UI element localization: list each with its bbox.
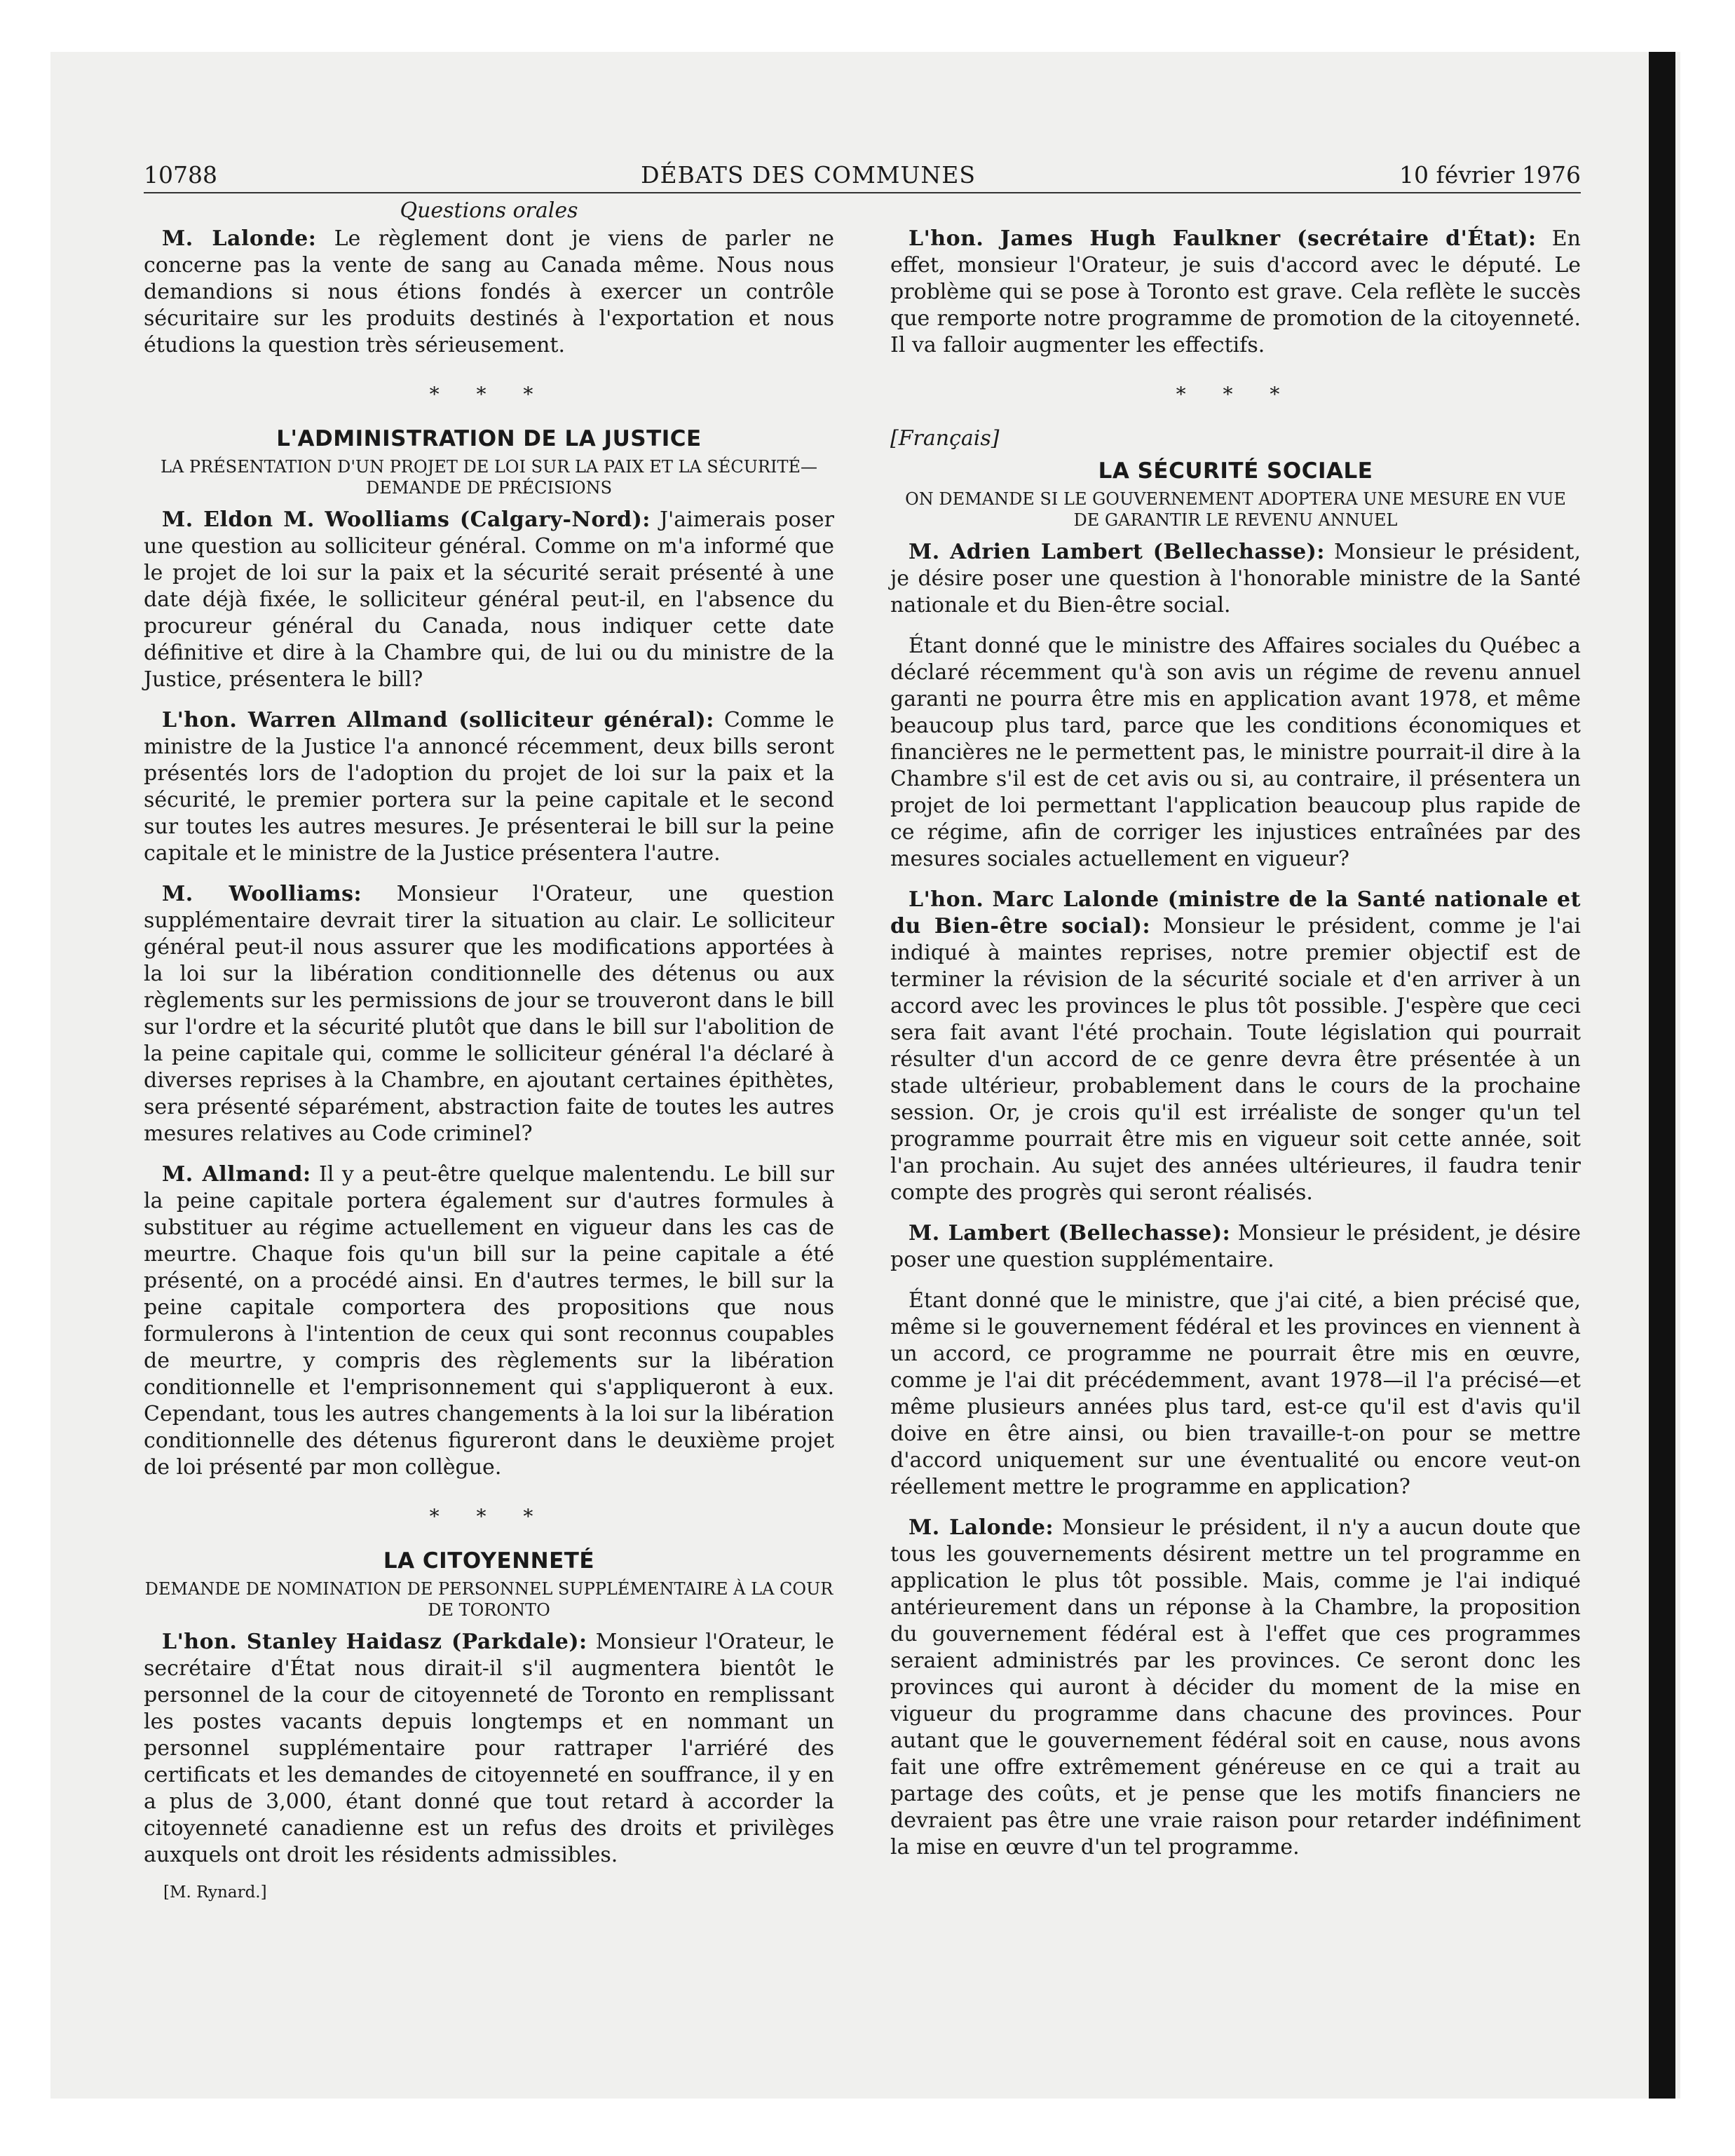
language-tag: [Français] <box>890 426 1000 451</box>
speech-text: Monsieur l'Orateur, le secrétaire d'État nous dirait-il s'il augmentera bientôt le personnel de la cour de citoyenneté de Toronto en remplissant les postes vacants depuis longtemps et en nommant un personnel supplémentaire pour rattraper l'arriéré des certificats et les demandes de citoyenneté en souffrance, il y en a plus de 3,000, étant donné que tout retard à accorder la citoyenneté canadienne est un refus des droits et privilèges auxquels ont droit les résidents admissibles. <box>144 1630 835 1867</box>
speaker-name: M. Allmand: <box>162 1162 311 1187</box>
paragraph <box>890 633 1581 873</box>
section-divider: * * * <box>429 1505 549 1528</box>
section-subtitle: LA PRÉSENTATION D'UN PROJET DE LOI SUR LA PAIX ET LA SÉCURITÉ—DEMANDE DE PRÉCISIONS <box>160 457 817 498</box>
speech-text: Étant donné que le ministre des Affaires sociales du Québec a déclaré récemment qu'à son avis un régime de revenu annuel garanti ne pourra être mis en application avant 1978, et même beaucoup plus tard, parce que les conditions économiques et financières ne le permettent pas, le ministre pourrait-il dire à la Chambre s'il est de cet avis ou si, au contraire, il présentera un projet de loi permettant l'application beaucoup plus rapide de ce régime, afin de corriger les injustices entraînées par des mesures sociales actuellement en vigueur? <box>890 634 1581 871</box>
right-column <box>890 198 1581 1902</box>
section-divider: * * * <box>1176 383 1295 406</box>
left-column <box>144 198 834 1902</box>
speech-text: J'aimerais poser une question au solliciteur général. Comme on m'a informé que le projet de loi sur la paix et la sécurité serait présenté à une date déjà fixée, le solliciteur général peut-il, en l'absence du procureur général du Canada, nous indiquer cette date définitive et dire à la Chambre qui, de lui ou du ministre de la Justice, présentera le bill? <box>144 507 834 692</box>
section-subtitle: ON DEMANDE SI LE GOUVERNEMENT ADOPTERA UNE MESURE EN VUE DE GARANTIR LE REVENU ANNUEL <box>905 489 1566 530</box>
speech-text: Monsieur le président, il n'y a aucun doute que tous les gouvernements désirent mettre un tel programme en application le plus tôt possible. Mais, comme je l'ai indiqué antérieurement dans un réponse à la Chambre, la proposition du gouvernement fédéral est à l'effet que ces programmes seraient administrés par les provinces. Ce seront donc les provinces qui auront à décider du moment de la mise en vigueur du programme dans chacune des provinces. Pour autant que le gouvernement fédéral soit en cause, nous avons fait une offre extrêmement généreuse en ce qui a trait au partage des coûts, et je pense que les motifs financiers ne devraient pas être une vraie raison pour retarder indéfiniment la mise en œuvre d'un tel programme. <box>890 1515 1581 1860</box>
running-head: Questions orales <box>400 198 578 223</box>
section-title: LA SÉCURITÉ SOCIALE <box>1098 458 1373 484</box>
speech-text: Monsieur le président, comme je l'ai indiqué à maintes reprises, notre premier objectif est de terminer la révision de la sécurité sociale et d'en arriver à un accord avec les provinces le plus tôt possible. J'espère que ceci sera fait avant l'été prochain. Toute législation qui pourrait résulter d'un accord de ce genre devra être présentée à un stade ultérieur, probablement dans le cours de la prochaine session. Or, je crois qu'il est irréaliste de songer qu'un tel programme pourrait être mis en vigueur soit cette année, soit l'an prochain. Au sujet des années ultérieures, il faudra tenir compte des progrès qui seront réalisés. <box>890 914 1581 1205</box>
section-divider: * * * <box>429 383 549 406</box>
page-date: 10 février 1976 <box>1399 161 1581 189</box>
two-column-body <box>144 198 1581 1902</box>
paragraph <box>890 887 1581 1206</box>
paragraph <box>144 881 834 1147</box>
speaker-name: L'hon. Warren Allmand (solliciteur général): <box>162 708 714 732</box>
paragraph <box>144 226 834 359</box>
speaker-name: L'hon. Stanley Haidasz (Parkdale): <box>162 1630 587 1654</box>
speech-text: Le règlement dont je viens de parler ne concerne pas la vente de sang au Canada même. Nous nous demandions si nous étions fondés à exercer un contrôle sécuritaire sur les produits destinés à l'exportation et nous étudions la question très sérieusement. <box>144 226 834 357</box>
publication-title: DÉBATS DES COMMUNES <box>641 161 976 189</box>
speech-text: Monsieur le président, je désire poser une question à l'honorable ministre de la Santé nationale et du Bien-être social. <box>890 540 1581 618</box>
speaker-name: M. Lalonde: <box>909 1515 1054 1540</box>
speaker-name: M. Lalonde: <box>162 226 317 251</box>
speaker-name: M. Adrien Lambert (Bellechasse): <box>909 540 1325 564</box>
scan-edge-bar <box>1649 52 1675 2099</box>
paragraph <box>890 539 1581 619</box>
hansard-page <box>144 161 1581 1902</box>
speech-text: Étant donné que le ministre, que j'ai cité, a bien précisé que, même si le gouvernement fédéral et les provinces en viennent à un accord, ce programme ne pourrait être mis en œuvre, comme je l'ai dit précédemment, avant 1978—il l'a précisé—et même plusieurs années plus tard, est-ce qu'il est d'avis qu'il doive en être ainsi, ou bien travaille-t-on pour se mettre d'accord uniquement sur une éventualité ou encore veut-on réellement mettre le programme en application? <box>890 1288 1581 1499</box>
speaker-name: L'hon. Marc Lalonde (ministre de la Santé nationale et du Bien-être social): <box>890 887 1581 939</box>
paragraph <box>144 1629 834 1869</box>
paragraph <box>144 507 834 693</box>
paragraph <box>890 1220 1581 1274</box>
speech-text: Comme le ministre de la Justice l'a annoncé récemment, deux bills seront présentés lors de l'adoption du projet de loi sur la paix et la sécurité, le premier portera sur la peine capitale et le second sur toutes les autres mesures. Je présenterai le bill sur la peine capitale et le ministre de la Justice présentera l'autre. <box>144 708 834 866</box>
speaker-name: M. Lambert (Bellechasse): <box>909 1221 1231 1246</box>
page-header <box>144 161 1581 193</box>
speech-text: Monsieur le président, je désire poser une question supplémentaire. <box>890 1221 1581 1272</box>
speaker-name: L'hon. James Hugh Faulkner (secrétaire d'État): <box>909 226 1537 251</box>
page-footnote: [M. Rynard.] <box>163 1883 267 1902</box>
paragraph <box>144 1161 834 1481</box>
paragraph <box>890 1515 1581 1861</box>
speech-text: En effet, monsieur l'Orateur, je suis d'accord avec le député. Le problème qui se pose à Toronto est grave. Cela reflète le succès que remporte notre programme de promotion de la citoyenneté. Il va falloir augmenter les effectifs. <box>890 226 1581 357</box>
page-number: 10788 <box>144 161 217 189</box>
speaker-name: M. Woolliams: <box>162 882 362 906</box>
paragraph <box>890 226 1581 359</box>
speech-text: Il y a peut-être quelque malentendu. Le bill sur la peine capitale portera également sur d'autres formules à substituer au régime actuellement en vigueur dans les cas de meurtre. Chaque fois qu'un bill sur la peine capitale a été présenté, on a procédé ainsi. En d'autres termes, le bill sur la peine capitale comportera des propositions que nous formulerons à l'intention de ceux qui sont reconnus coupables de meurtre, y compris des règlements sur la libération conditionnelle et l'emprisonnement qui s'appliqueront à eux. Cependant, tous les autres changements à la loi sur la libération conditionnelle des détenus figureront dans le deuxième projet de loi présenté par mon collègue. <box>144 1162 834 1480</box>
paragraph <box>890 1288 1581 1501</box>
section-title: LA CITOYENNETÉ <box>383 1548 595 1574</box>
speech-text: Monsieur l'Orateur, une question supplémentaire devrait tirer la situation au clair. Le solliciteur général peut-il nous assurer que les modifications apportées à la loi sur la libération conditionnelle des détenus ou aux règlements sur les permissions de jour se trouveront dans le bill sur l'ordre et la sécurité plutôt que dans le bill sur l'abolition de la peine capitale qui, comme le solliciteur général l'a déclaré à diverses reprises à la Chambre, en ajoutant certaines épithètes, sera présenté séparément, abstraction faite de toutes les autres mesures relatives au Code criminel? <box>144 882 834 1146</box>
speaker-name: M. Eldon M. Woolliams (Calgary-Nord): <box>162 507 651 532</box>
section-title: L'ADMINISTRATION DE LA JUSTICE <box>276 426 702 451</box>
paragraph <box>144 707 834 867</box>
section-subtitle: DEMANDE DE NOMINATION DE PERSONNEL SUPPLÉMENTAIRE À LA COUR DE TORONTO <box>144 1579 834 1620</box>
